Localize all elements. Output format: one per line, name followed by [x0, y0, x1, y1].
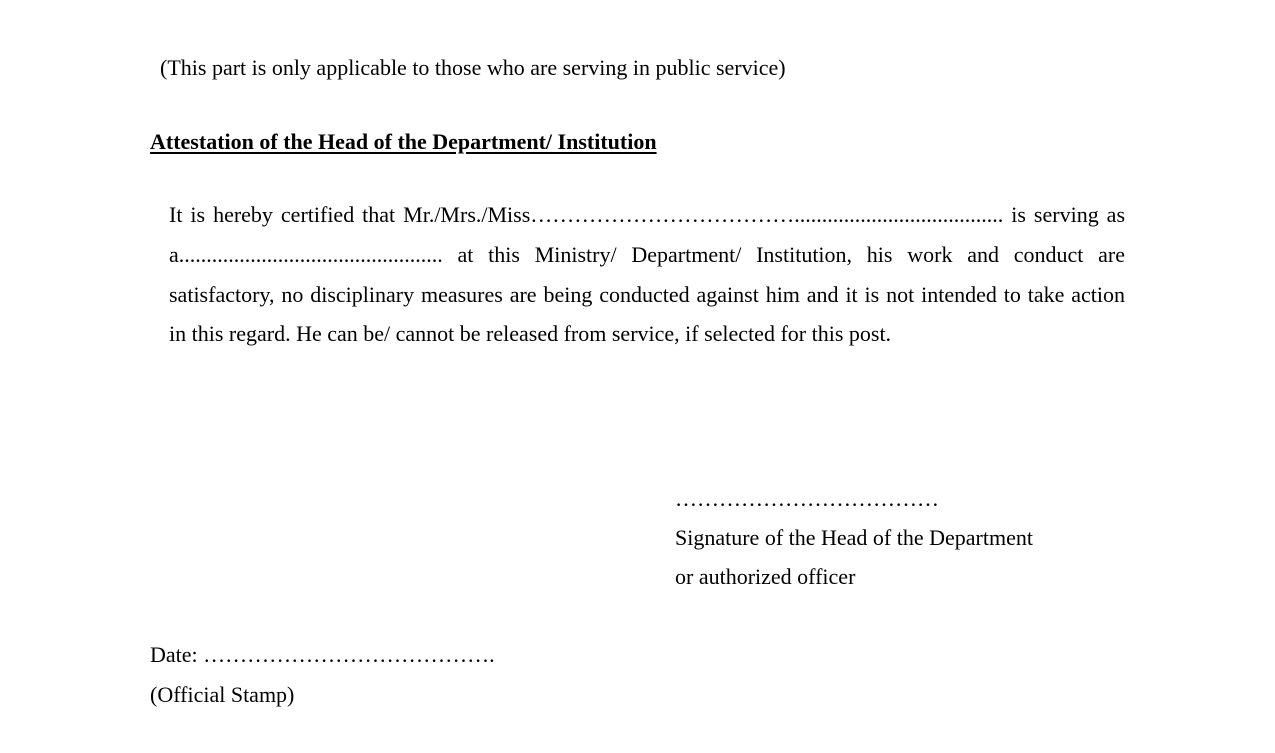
section-heading: Attestation of the Head of the Department/ Institution	[150, 129, 657, 154]
date-label: Date:	[150, 642, 204, 667]
date-blank-field[interactable]: ………………………………….	[203, 642, 495, 667]
date-row	[150, 635, 495, 675]
certificate-intro: It is hereby certified that Mr./Mrs./Miss	[169, 202, 531, 227]
certificate-body: at this Ministry/ Department/ Institution, his work and conduct are satisfactory, no disciplinary measures are being conducted against him and it is not intended to take action in this regard. He can be/ cannot be released from service, if selected for this post.	[169, 241, 1125, 347]
name-blank-field[interactable]: ………………………………......................................	[530, 202, 1004, 227]
certification-paragraph	[169, 195, 1125, 354]
signature-block	[675, 479, 1033, 596]
date-stamp-block	[150, 635, 495, 715]
signature-title-line1: Signature of the Head of the Department	[675, 525, 1033, 550]
certificate-serving-as: is serving as a	[169, 202, 1126, 267]
signature-title-line2: or authorized officer	[675, 564, 856, 589]
official-stamp-label: (Official Stamp)	[150, 682, 295, 707]
signature-line[interactable]: ………………………………	[675, 486, 939, 511]
post-blank-field[interactable]: ................................................	[178, 241, 443, 267]
applicability-note: (This part is only applicable to those who are serving in public service)	[160, 55, 786, 80]
